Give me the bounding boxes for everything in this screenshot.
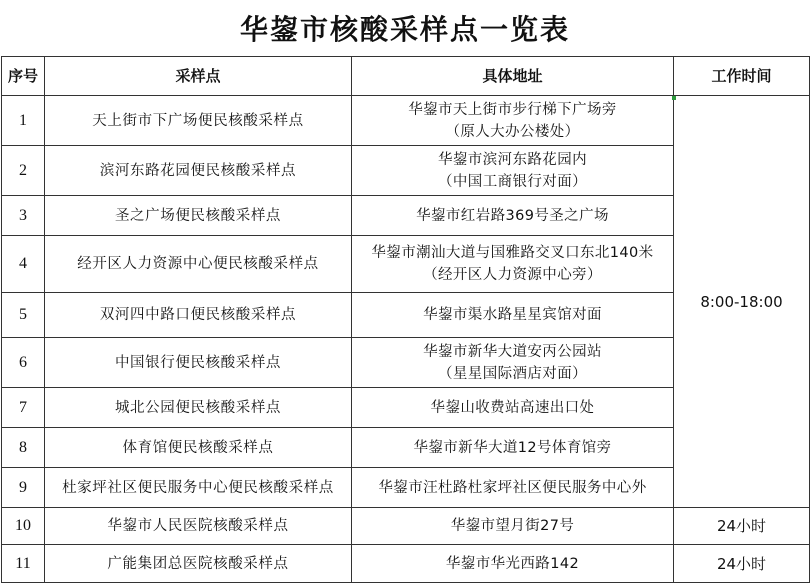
address-line: 华鋆市潮汕大道与国雅路交叉口东北140米: [371, 245, 654, 261]
row-number: 5: [2, 293, 45, 338]
address-note: （原人大办公楼处）: [445, 123, 580, 140]
working-hours: 24小时: [674, 545, 810, 583]
row-number: 11: [2, 545, 45, 583]
site-address: 华鋆市红岩路369号圣之广场: [352, 196, 674, 236]
site-address: 华鋆市望月街27号: [352, 508, 674, 545]
row-number: 8: [2, 428, 45, 468]
working-hours: 24小时: [674, 508, 810, 545]
row-number: 2: [2, 146, 45, 196]
site-name: 体育馆便民核酸采样点: [45, 428, 352, 468]
site-address: 华鋆市华光西路142: [352, 545, 674, 583]
site-address: [352, 236, 674, 293]
row-number: 9: [2, 468, 45, 508]
site-name: 广能集团总医院核酸采样点: [45, 545, 352, 583]
site-address: 华鋆市渠水路星星宾馆对面: [352, 293, 674, 338]
site-name: 华鋆市人民医院核酸采样点: [45, 508, 352, 545]
site-address: 华鋆市新华大道12号体育馆旁: [352, 428, 674, 468]
address-note: （星星国际酒店对面）: [438, 365, 587, 382]
site-name: 圣之广场便民核酸采样点: [45, 196, 352, 236]
address-line: 华鋆市天上街市步行梯下广场旁: [408, 101, 617, 118]
table-header-row: [2, 57, 810, 96]
site-name: 天上街市下广场便民核酸采样点: [45, 96, 352, 146]
working-hours-shared: 8:00-18:00: [674, 96, 810, 508]
header-time: 工作时间: [674, 57, 810, 96]
site-address: [352, 338, 674, 388]
address-note: （经开区人力资源中心旁）: [423, 267, 602, 283]
header-site: 采样点: [45, 57, 352, 96]
header-address: 具体地址: [352, 57, 674, 96]
site-name: 经开区人力资源中心便民核酸采样点: [45, 236, 352, 293]
site-address: 华鋆市汪杜路杜家坪社区便民服务中心外: [352, 468, 674, 508]
site-name: 双河四中路口便民核酸采样点: [45, 293, 352, 338]
header-no: 序号: [2, 57, 45, 96]
row-number: 1: [2, 96, 45, 146]
site-address: [352, 146, 674, 196]
site-name: 杜家坪社区便民服务中心便民核酸采样点: [45, 468, 352, 508]
table-row: [2, 545, 810, 583]
site-name: 滨河东路花园便民核酸采样点: [45, 146, 352, 196]
page-title: 华鋆市核酸采样点一览表: [239, 13, 570, 46]
row-number: 6: [2, 338, 45, 388]
address-note: （中国工商银行对面）: [438, 173, 587, 190]
cell-comment-marker: [672, 96, 676, 100]
table-row: [2, 96, 810, 146]
row-number: 7: [2, 388, 45, 428]
row-number: 10: [2, 508, 45, 545]
row-number: 4: [2, 236, 45, 293]
site-name: 中国银行便民核酸采样点: [45, 338, 352, 388]
address-line: 华鋆市滨河东路花园内: [438, 151, 587, 168]
row-number: 3: [2, 196, 45, 236]
site-address: 华鋆山收费站高速出口处: [352, 388, 674, 428]
table-row: [2, 508, 810, 545]
address-line: 华鋆市新华大道安丙公园站: [423, 343, 602, 360]
site-name: 城北公园便民核酸采样点: [45, 388, 352, 428]
sites-table: [1, 56, 810, 583]
site-address: [352, 96, 674, 146]
